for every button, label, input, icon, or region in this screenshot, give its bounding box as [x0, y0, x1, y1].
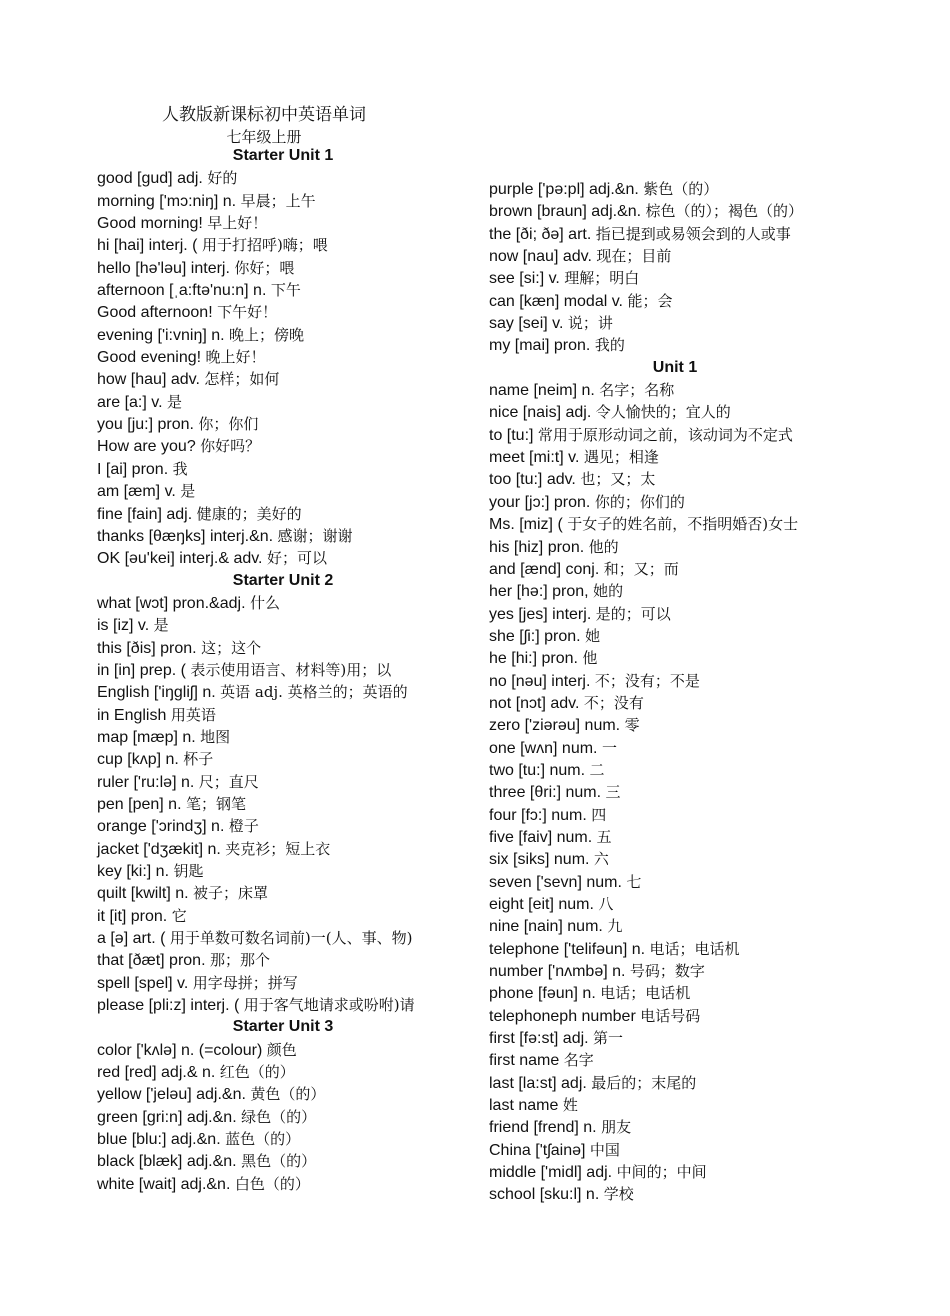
entry-english: middle ['midl] adj. — [489, 1164, 613, 1182]
entry-english: name [neim] n. — [489, 382, 595, 400]
entry-chinese: 怎样；如何 — [204, 370, 280, 389]
vocab-entry — [97, 525, 469, 547]
unit-heading: Starter Unit 2 — [232, 571, 334, 589]
entry-chinese: 电话号码 — [640, 1006, 701, 1025]
vocab-entry — [489, 647, 861, 669]
entry-english: my [mai] pron. — [489, 337, 591, 355]
vocab-entry — [489, 513, 861, 535]
entry-chinese: 好；可以 — [266, 549, 327, 568]
entry-chinese: 理解；明白 — [564, 269, 640, 288]
entry-chinese: 紫色（的） — [643, 180, 719, 198]
entry-english: hi [hai] interj. ( — [97, 237, 198, 255]
entry-english: last name — [489, 1097, 559, 1115]
entry-chinese: 三 — [605, 783, 621, 802]
entry-english: phone [fəun] n. — [489, 985, 596, 1003]
vocab-entry — [489, 804, 861, 826]
entry-english: afternoon [ˌa:ftə'nu:n] n. — [97, 282, 267, 300]
entry-chinese: 黑色（的） — [241, 1152, 317, 1171]
vocab-entry — [97, 458, 469, 480]
vocab-entry — [489, 871, 861, 893]
entry-chinese: 你好吗？ — [200, 437, 261, 456]
entry-english: China ['tʃainə] — [489, 1141, 586, 1159]
entry-chinese: 是的；可以 — [595, 604, 671, 623]
entry-chinese: 电话；电话机 — [600, 984, 691, 1003]
entry-chinese: 健康的；美好的 — [196, 504, 302, 523]
vocab-entry — [489, 267, 861, 289]
entry-chinese: 蓝色（的） — [225, 1130, 301, 1149]
unit-heading: Starter Unit 1 — [232, 147, 334, 164]
entry-chinese: 六 — [593, 850, 609, 869]
entry-chinese: 最后的；末尾的 — [591, 1073, 697, 1092]
entry-english: brown [braun] adj.&n. — [489, 203, 642, 221]
entry-english: and [ænd] conj. — [489, 560, 600, 578]
entry-chinese: 于女子的姓名前，不指明婚否)女士 — [567, 515, 799, 534]
entry-english: no [nəu] interj. — [489, 672, 591, 690]
vocab-entry — [489, 379, 861, 401]
entry-english: first name — [489, 1052, 560, 1070]
entry-chinese: 遇见；相逢 — [583, 448, 659, 467]
entry-chinese: 也；又；太 — [580, 470, 656, 489]
vocab-entry — [489, 1027, 861, 1049]
entry-english: number ['nʌmbə] n. — [489, 963, 626, 981]
entry-chinese: 被子；床罩 — [193, 884, 269, 903]
entry-english: too [tu:] adv. — [489, 471, 576, 489]
entry-chinese: 她 — [585, 626, 601, 645]
entry-english: he [hi:] pron. — [489, 650, 578, 668]
vocab-entry — [489, 334, 861, 356]
vocab-entry — [97, 1106, 469, 1128]
entry-english: this [ðis] pron. — [97, 639, 197, 657]
entry-chinese: 朋友 — [601, 1118, 632, 1137]
vocab-entry — [489, 625, 861, 647]
entry-chinese: 零 — [624, 716, 640, 735]
left-column — [97, 145, 469, 1195]
entry-english: see [si:] v. — [489, 270, 560, 288]
entry-english: a [ə] art. ( — [97, 930, 166, 948]
entry-chinese: 夹克衫；短上衣 — [225, 839, 331, 858]
vocab-entry — [97, 972, 469, 994]
entry-english: quilt [kwilt] n. — [97, 885, 189, 903]
entry-english: eight [eit] num. — [489, 896, 594, 913]
entry-chinese: 晚上好！ — [205, 348, 266, 367]
entry-english: it [it] pron. — [97, 907, 168, 925]
entry-chinese: 八 — [598, 895, 614, 913]
entry-chinese: 早上好！ — [207, 214, 268, 233]
entry-english: telephoneph number — [489, 1007, 636, 1025]
entry-chinese: 这；这个 — [201, 638, 262, 657]
entry-english: white [wait] adj.&n. — [97, 1175, 231, 1193]
entry-chinese: 你好；喂 — [234, 258, 295, 277]
vocab-entry — [97, 748, 469, 770]
entry-english: Good morning! — [97, 215, 203, 233]
entry-chinese: 我 — [172, 459, 188, 478]
vocab-entry — [489, 446, 861, 468]
entry-english: thanks [θæŋks] interj.&n. — [97, 527, 274, 545]
entry-chinese: 用于单数可数名词前)一(人、事、物) — [169, 929, 413, 948]
entry-english: not [nɔt] adv. — [489, 694, 580, 712]
vocab-entry — [97, 190, 469, 212]
vocab-entry — [97, 704, 469, 726]
entry-chinese: 尺；直尺 — [198, 772, 259, 791]
entry-english: black [blæk] adj.&n. — [97, 1153, 237, 1171]
entry-english: please [pli:z] interj. ( — [97, 997, 240, 1015]
entry-english: school [sku:l] n. — [489, 1186, 600, 1204]
entry-english: in [in] prep. ( — [97, 661, 186, 679]
vocab-entry — [97, 592, 469, 614]
entry-chinese: 绿色（的） — [241, 1107, 317, 1126]
entry-chinese: 用字母拼；拼写 — [192, 973, 298, 992]
entry-chinese: 我的 — [594, 336, 625, 355]
entry-chinese: 那；那个 — [209, 951, 270, 970]
entry-chinese: 它 — [171, 906, 187, 925]
entry-english: first [fə:st] adj. — [489, 1030, 589, 1048]
entry-chinese: 她的 — [593, 582, 624, 601]
entry-english: zero ['ziərəu] num. — [489, 717, 621, 735]
vocab-entry — [489, 558, 861, 580]
entry-chinese: 五 — [596, 827, 612, 846]
entry-chinese: 能；会 — [627, 291, 673, 310]
entry-english: good [gud] adj. — [97, 170, 203, 188]
vocab-entry — [489, 536, 861, 558]
right-column — [489, 178, 861, 1206]
entry-english: is [iz] v. — [97, 617, 150, 635]
vocab-entry — [489, 982, 861, 1004]
vocab-entry — [489, 1139, 861, 1161]
vocab-entry — [489, 848, 861, 870]
vocab-entry — [97, 547, 469, 569]
entry-chinese: 中间的；中间 — [616, 1163, 707, 1182]
entry-english: OK [əu'kei] interj.& adv. — [97, 550, 263, 568]
vocab-entry — [97, 480, 469, 502]
entry-english: one [wʌn] num. — [489, 739, 598, 757]
entry-chinese: 他的 — [588, 537, 619, 556]
entry-chinese: 笔；钢笔 — [185, 794, 246, 813]
entry-chinese: 是 — [153, 616, 169, 635]
vocab-entry — [97, 324, 469, 346]
entry-english: orange ['ɔrindʒ] n. — [97, 818, 225, 836]
vocab-entry — [489, 200, 861, 222]
vocab-entry — [97, 1128, 469, 1150]
vocab-entry — [489, 1094, 861, 1116]
entry-chinese: 地图 — [200, 727, 231, 746]
entry-chinese: 中国 — [589, 1140, 620, 1159]
vocab-entry — [97, 257, 469, 279]
entry-english: three [θri:] num. — [489, 784, 602, 802]
entry-chinese: 不；没有 — [583, 693, 644, 712]
vocab-entry — [97, 815, 469, 837]
entry-english: two [tu:] num. — [489, 761, 586, 779]
entry-english: map [mæp] n. — [97, 728, 196, 746]
vocab-entry — [489, 312, 861, 334]
entry-english: blue [blu:] adj.&n. — [97, 1131, 221, 1149]
entry-english: his [hiz] pron. — [489, 538, 585, 556]
entry-english: I [ai] pron. — [97, 460, 169, 478]
entry-chinese: 下午好！ — [217, 303, 278, 322]
entry-english: evening ['i:vniŋ] n. — [97, 326, 225, 344]
vocab-entry — [489, 1161, 861, 1183]
entry-english: to [tu:] — [489, 426, 534, 444]
vocab-entry — [97, 413, 469, 435]
vocab-entry — [489, 915, 861, 937]
entry-english: five [faiv] num. — [489, 828, 593, 846]
entry-english: are [a:] v. — [97, 393, 163, 411]
vocab-entry — [489, 1005, 861, 1027]
entry-chinese: 名字 — [563, 1051, 594, 1070]
entry-chinese: 颜色 — [266, 1040, 297, 1059]
vocab-entry — [489, 670, 861, 692]
entry-chinese: 四 — [591, 805, 607, 824]
entry-english: green [gri:n] adj.&n. — [97, 1108, 237, 1126]
entry-english: morning ['mɔ:niŋ] n. — [97, 192, 237, 210]
entry-english: Good afternoon! — [97, 304, 213, 322]
entry-english: nice [nais] adj. — [489, 404, 592, 422]
entry-english: nine [nain] num. — [489, 918, 603, 936]
vocab-entry — [489, 1116, 861, 1138]
entry-english: hello [hə'ləu] interj. — [97, 259, 230, 277]
vocab-entry — [97, 234, 469, 256]
vocab-entry — [489, 223, 861, 245]
entry-chinese: 你；你们 — [198, 415, 259, 434]
entry-chinese: 钥匙 — [173, 862, 204, 880]
entry-chinese: 杯子 — [183, 750, 214, 769]
entry-chinese: 一 — [601, 738, 617, 757]
entry-chinese: 橙子 — [228, 817, 259, 836]
vocab-entry — [489, 759, 861, 781]
entry-english: pen [pen] n. — [97, 795, 182, 813]
vocab-entry — [489, 401, 861, 423]
entry-english: key [ki:] n. — [97, 863, 170, 880]
entry-english: cup [kʌp] n. — [97, 751, 179, 769]
unit-heading: Unit 1 — [652, 358, 698, 376]
vocab-entry — [97, 1150, 469, 1172]
vocab-entry — [97, 994, 469, 1016]
entry-english: now [nau] adv. — [489, 248, 592, 266]
entry-chinese: 是 — [166, 392, 182, 411]
entry-english: How are you? — [97, 438, 196, 456]
entry-english: the [ði; ðə] art. — [489, 225, 592, 243]
vocab-entry — [97, 346, 469, 368]
entry-english: friend [frend] n. — [489, 1119, 597, 1137]
entry-chinese: 令人愉快的；宜人的 — [595, 403, 731, 422]
entry-english: her [hə:] pron, — [489, 583, 589, 601]
vocab-entry — [489, 290, 861, 312]
document-title: 人教版新课标初中英语单词 — [162, 105, 366, 125]
vocab-entry — [97, 212, 469, 234]
entry-english: can [kæn] modal v. — [489, 292, 623, 310]
entry-chinese: 早晨；上午 — [240, 191, 316, 210]
vocab-entry — [489, 714, 861, 736]
entry-english: yellow ['jeləu] adj.&n. — [97, 1086, 246, 1104]
entry-english: meet [mi:t] v. — [489, 449, 580, 467]
vocab-entry — [97, 882, 469, 904]
entry-english: Good evening! — [97, 349, 202, 367]
entry-chinese: 感谢；谢谢 — [277, 526, 353, 545]
vocab-entry — [97, 637, 469, 659]
entry-english: English ['iŋgliʃ] n. — [97, 684, 216, 702]
entry-chinese: 二 — [589, 760, 605, 779]
vocab-entry — [97, 368, 469, 390]
entry-chinese: 指已提到或易领会到的人或事 — [595, 224, 791, 243]
entry-english: seven ['sevn] num. — [489, 873, 622, 891]
vocab-entry — [489, 1049, 861, 1071]
vocab-entry — [489, 178, 861, 200]
vocab-entry — [97, 279, 469, 301]
vocab-entry — [97, 949, 469, 971]
vocab-entry — [97, 681, 469, 703]
vocab-entry — [97, 860, 469, 882]
entry-english: Ms. [miz] ( — [489, 516, 563, 534]
entry-chinese: 下午 — [270, 281, 301, 300]
vocab-entry — [489, 603, 861, 625]
entry-english: ruler ['ru:lə] n. — [97, 773, 195, 791]
vocab-entry — [97, 771, 469, 793]
vocab-entry — [489, 938, 861, 960]
entry-chinese: 说；讲 — [567, 314, 613, 333]
vocab-entry — [97, 726, 469, 748]
entry-chinese: 棕色（的）；褐色（的） — [645, 202, 804, 221]
entry-chinese: 不；没有；不是 — [594, 671, 700, 690]
entry-chinese: 是 — [180, 482, 196, 501]
entry-english: am [æm] v. — [97, 483, 176, 501]
entry-chinese: 你的；你们的 — [594, 492, 685, 511]
vocab-entry — [489, 960, 861, 982]
entry-english: you [ju:] pron. — [97, 416, 194, 434]
entry-chinese: 现在；目前 — [596, 247, 672, 266]
vocab-entry — [97, 659, 469, 681]
entry-english: purple ['pə:pl] adj.&n. — [489, 181, 639, 198]
vocab-entry — [97, 1173, 469, 1195]
entry-chinese: 号码；数字 — [629, 962, 705, 981]
entry-english: red [red] adj.& n. — [97, 1064, 216, 1082]
vocab-entry — [97, 1083, 469, 1105]
vocab-entry — [489, 1072, 861, 1094]
entry-chinese: 他 — [582, 649, 598, 668]
entry-english: how [hau] adv. — [97, 371, 200, 389]
entry-english: jacket ['dʒækit] n. — [97, 840, 221, 858]
entry-chinese: 常用于原形动词之前，该动词为不定式 — [537, 425, 793, 444]
vocab-entry — [97, 927, 469, 949]
entry-chinese: 用于客气地请求或吩咐)请 — [243, 996, 415, 1015]
entry-chinese: 用于打招呼)嗨；喂 — [201, 236, 328, 255]
entry-chinese: 表示使用语言、材料等)用；以 — [190, 660, 392, 679]
vocab-entry — [97, 301, 469, 323]
vocab-entry — [489, 424, 861, 446]
vocab-entry — [97, 391, 469, 413]
vocab-entry — [489, 468, 861, 490]
entry-english: what [wɔt] pron.&adj. — [97, 594, 246, 612]
vocab-entry — [97, 1039, 469, 1061]
vocab-entry — [489, 245, 861, 267]
entry-english: six [siks] num. — [489, 851, 590, 869]
entry-english: spell [spel] v. — [97, 974, 189, 992]
entry-chinese: 和；又；而 — [603, 559, 679, 578]
unit-heading: Starter Unit 3 — [232, 1018, 334, 1036]
entry-chinese: 晚上；傍晚 — [229, 325, 305, 344]
vocab-entry — [97, 905, 469, 927]
vocab-entry — [489, 737, 861, 759]
entry-chinese: 用英语 — [170, 705, 216, 724]
vocab-entry — [489, 781, 861, 803]
entry-chinese: 名字；名称 — [599, 381, 675, 400]
vocab-entry — [489, 491, 861, 513]
entry-chinese: 电话；电话机 — [649, 939, 740, 958]
entry-chinese: 白色（的） — [234, 1174, 310, 1193]
vocab-entry — [97, 793, 469, 815]
entry-chinese: 第一 — [593, 1029, 624, 1048]
entry-english: last [la:st] adj. — [489, 1074, 587, 1092]
entry-chinese: 九 — [607, 917, 623, 936]
vocab-entry — [97, 1061, 469, 1083]
vocab-entry — [489, 893, 861, 915]
entry-chinese: 姓 — [562, 1096, 578, 1115]
vocab-entry — [97, 614, 469, 636]
vocab-entry — [97, 435, 469, 457]
entry-english: in English — [97, 706, 167, 724]
entry-chinese: 好的 — [207, 169, 238, 188]
entry-english: yes [jes] interj. — [489, 605, 592, 623]
entry-chinese: 英语 adj. 英格兰的；英语的 — [220, 683, 408, 702]
entry-chinese: 红色（的） — [219, 1063, 295, 1082]
vocab-entry — [97, 503, 469, 525]
vocab-entry — [489, 1183, 861, 1205]
vocab-entry — [489, 826, 861, 848]
entry-english: your [jɔ:] pron. — [489, 493, 591, 511]
entry-english: fine [fain] adj. — [97, 505, 193, 523]
entry-english: that [ðæt] pron. — [97, 952, 206, 970]
vocab-entry — [489, 692, 861, 714]
entry-chinese: 学校 — [603, 1185, 634, 1204]
entry-english: color ['kʌlə] n. (=colour) — [97, 1041, 263, 1059]
vocab-entry — [97, 838, 469, 860]
vocab-entry — [489, 580, 861, 602]
entry-english: say [sei] v. — [489, 315, 564, 333]
entry-chinese: 什么 — [249, 593, 280, 612]
vocab-entry — [97, 167, 469, 189]
entry-chinese: 黄色（的） — [250, 1085, 326, 1104]
entry-english: telephone ['telifəun] n. — [489, 940, 646, 958]
document-subtitle: 七年级上册 — [226, 128, 302, 146]
entry-english: she [ʃi:] pron. — [489, 627, 581, 645]
entry-chinese: 七 — [626, 872, 642, 891]
entry-english: four [fɔ:] num. — [489, 806, 587, 824]
